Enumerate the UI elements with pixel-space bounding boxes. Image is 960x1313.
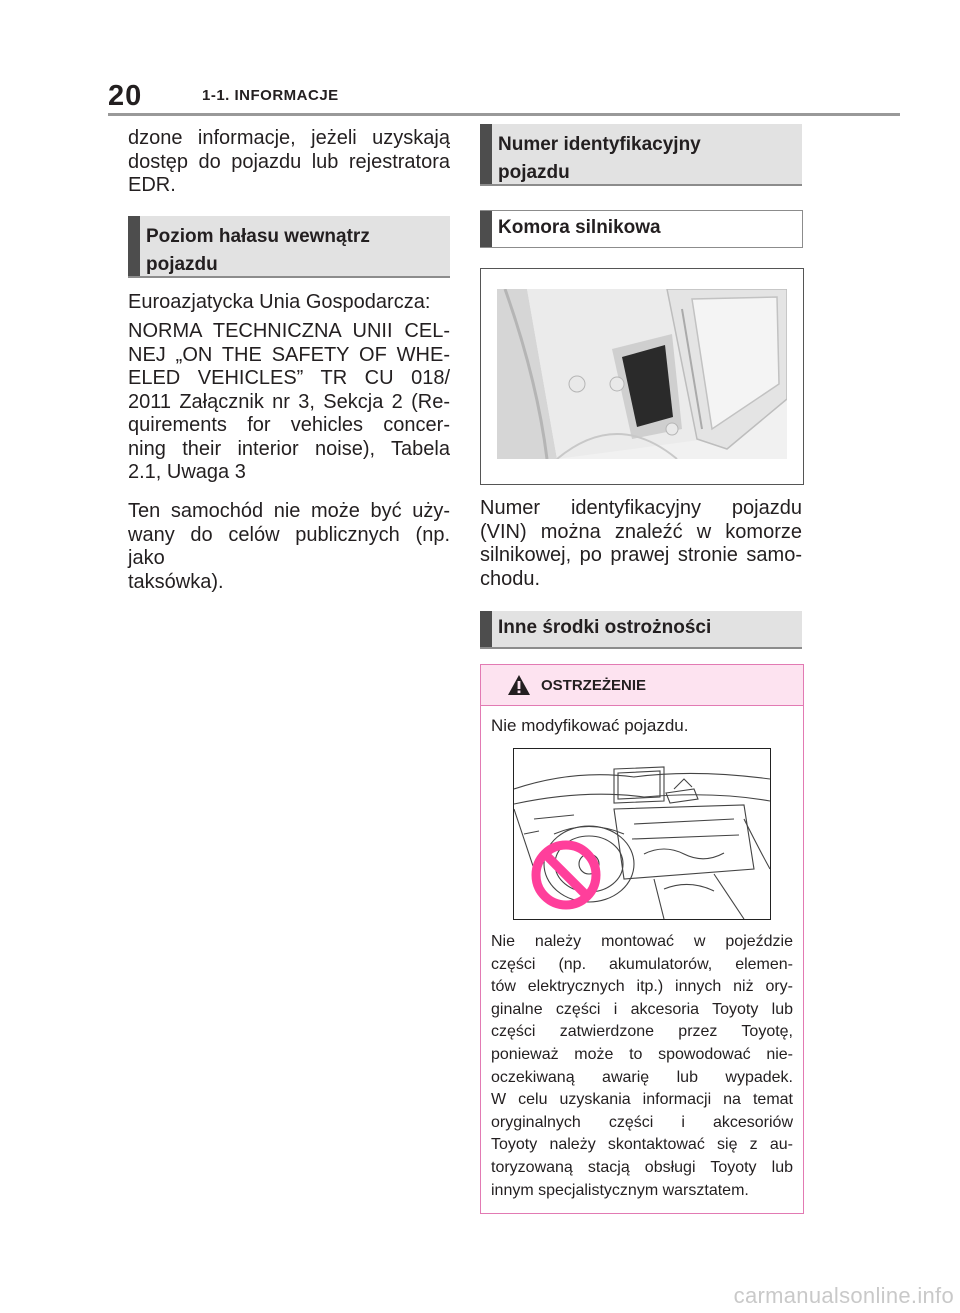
warning-label: OSTRZEŻENIE [541,677,647,694]
norm-paragraph [128,320,450,485]
vin-heading-text [498,131,701,187]
norm-line: ning their interior noise), Tabela [128,437,450,460]
intro-line: dzone informacje, jeżeli uzyskają [128,127,450,149]
warning-body-line: oczekiwaną awarię lub wypadek. [491,1068,793,1086]
norm-line: quirements for vehicles concer- [128,414,450,436]
norm-line: ELED VEHICLES” TR CU 018/ [128,367,450,389]
norm-line: 2.1, Uwaga 3 [128,461,246,483]
heading-bar [128,216,140,276]
vin-heading-line: Numer identyfikacyjny [498,134,701,155]
vin-line: (VIN) można znaleźć w komorze [480,520,802,543]
warning-body-line: innym specjalistycznym warsztatem. [491,1181,749,1199]
intro-paragraph [128,127,450,198]
warning-box [480,664,804,1214]
section-title: 1-1. INFORMACJE [202,87,339,104]
other-precautions-heading-text: Inne środki ostrożności [498,617,712,638]
intro-line: EDR. [128,174,176,196]
warning-body-line: Nie należy montować w pojeździe [491,933,793,950]
vin-line: chodu. [480,567,541,590]
vin-line: Numer identyfikacyjny pojazdu [480,497,802,519]
warning-body-line: toryzowaną stacją obsługi Toyoty lub [491,1158,793,1176]
engine-heading [480,210,803,248]
warning-body [491,931,793,1202]
warning-body-line: ponieważ może to spowodować nie- [491,1045,793,1063]
warning-body-line: Toyoty należy skontaktować się z au- [491,1136,793,1154]
vin-paragraph [480,497,802,591]
taxi-paragraph [128,500,450,594]
warning-body-line: ginalne części i akcesoria Toyoty lub [491,1000,793,1018]
page-number: 20 [108,80,143,112]
heading-bar [480,611,492,647]
taxi-line: taksówka). [128,570,224,593]
warning-body-line: części zatwierdzone przez Toyotę, [491,1023,793,1041]
other-precautions-heading [480,611,802,649]
engine-heading-text: Komora silnikowa [498,217,661,238]
noise-heading-text [146,223,370,279]
engine-bay-photo [480,268,804,485]
taxi-line: Ten samochód nie może być uży- [128,500,450,522]
norm-line: NORMA TECHNICZNA UNII CEL- [128,320,450,342]
warning-triangle-icon [507,674,531,696]
norm-line: 2011 Załącznik nr 3, Sekcja 2 (Re- [128,390,450,413]
watermark: carmanualsonline.info [733,1283,954,1308]
warning-body-line: W celu uzyskania informacji na temat [491,1091,793,1109]
noise-heading-line: pojazdu [146,254,218,275]
warning-header [481,665,803,706]
dashboard-drawing [514,749,770,919]
vin-heading-line: pojazdu [498,162,570,183]
header-rule [108,113,900,116]
heading-bar [480,211,492,247]
warning-body-line: części (np. akumulatorów, elemen- [491,955,793,973]
union-paragraph [128,291,450,315]
engine-bay-illustration [497,289,787,459]
heading-bar [480,124,492,184]
union-line: Euroazjatycka Unia Gospodarcza: [128,291,431,313]
warning-body-line: oryginalnych części i akcesoriów [491,1113,793,1131]
norm-line: NEJ „ON THE SAFETY OF WHE- [128,343,450,366]
vin-heading [480,124,802,186]
intro-line: dostęp do pojazdu lub rejestratora [128,150,450,173]
dashboard-illustration [513,748,771,920]
taxi-line: wany do celów publicznych (np. jako [128,523,450,569]
noise-heading [128,216,450,278]
warning-line1: Nie modyfikować pojazdu. [491,716,689,735]
noise-heading-line: Poziom hałasu wewnątrz [146,226,370,247]
vin-line: silnikowej, po prawej stronie samo- [480,544,802,566]
warning-body-line: tów elektrycznych itp.) innych niż ory- [491,978,793,996]
